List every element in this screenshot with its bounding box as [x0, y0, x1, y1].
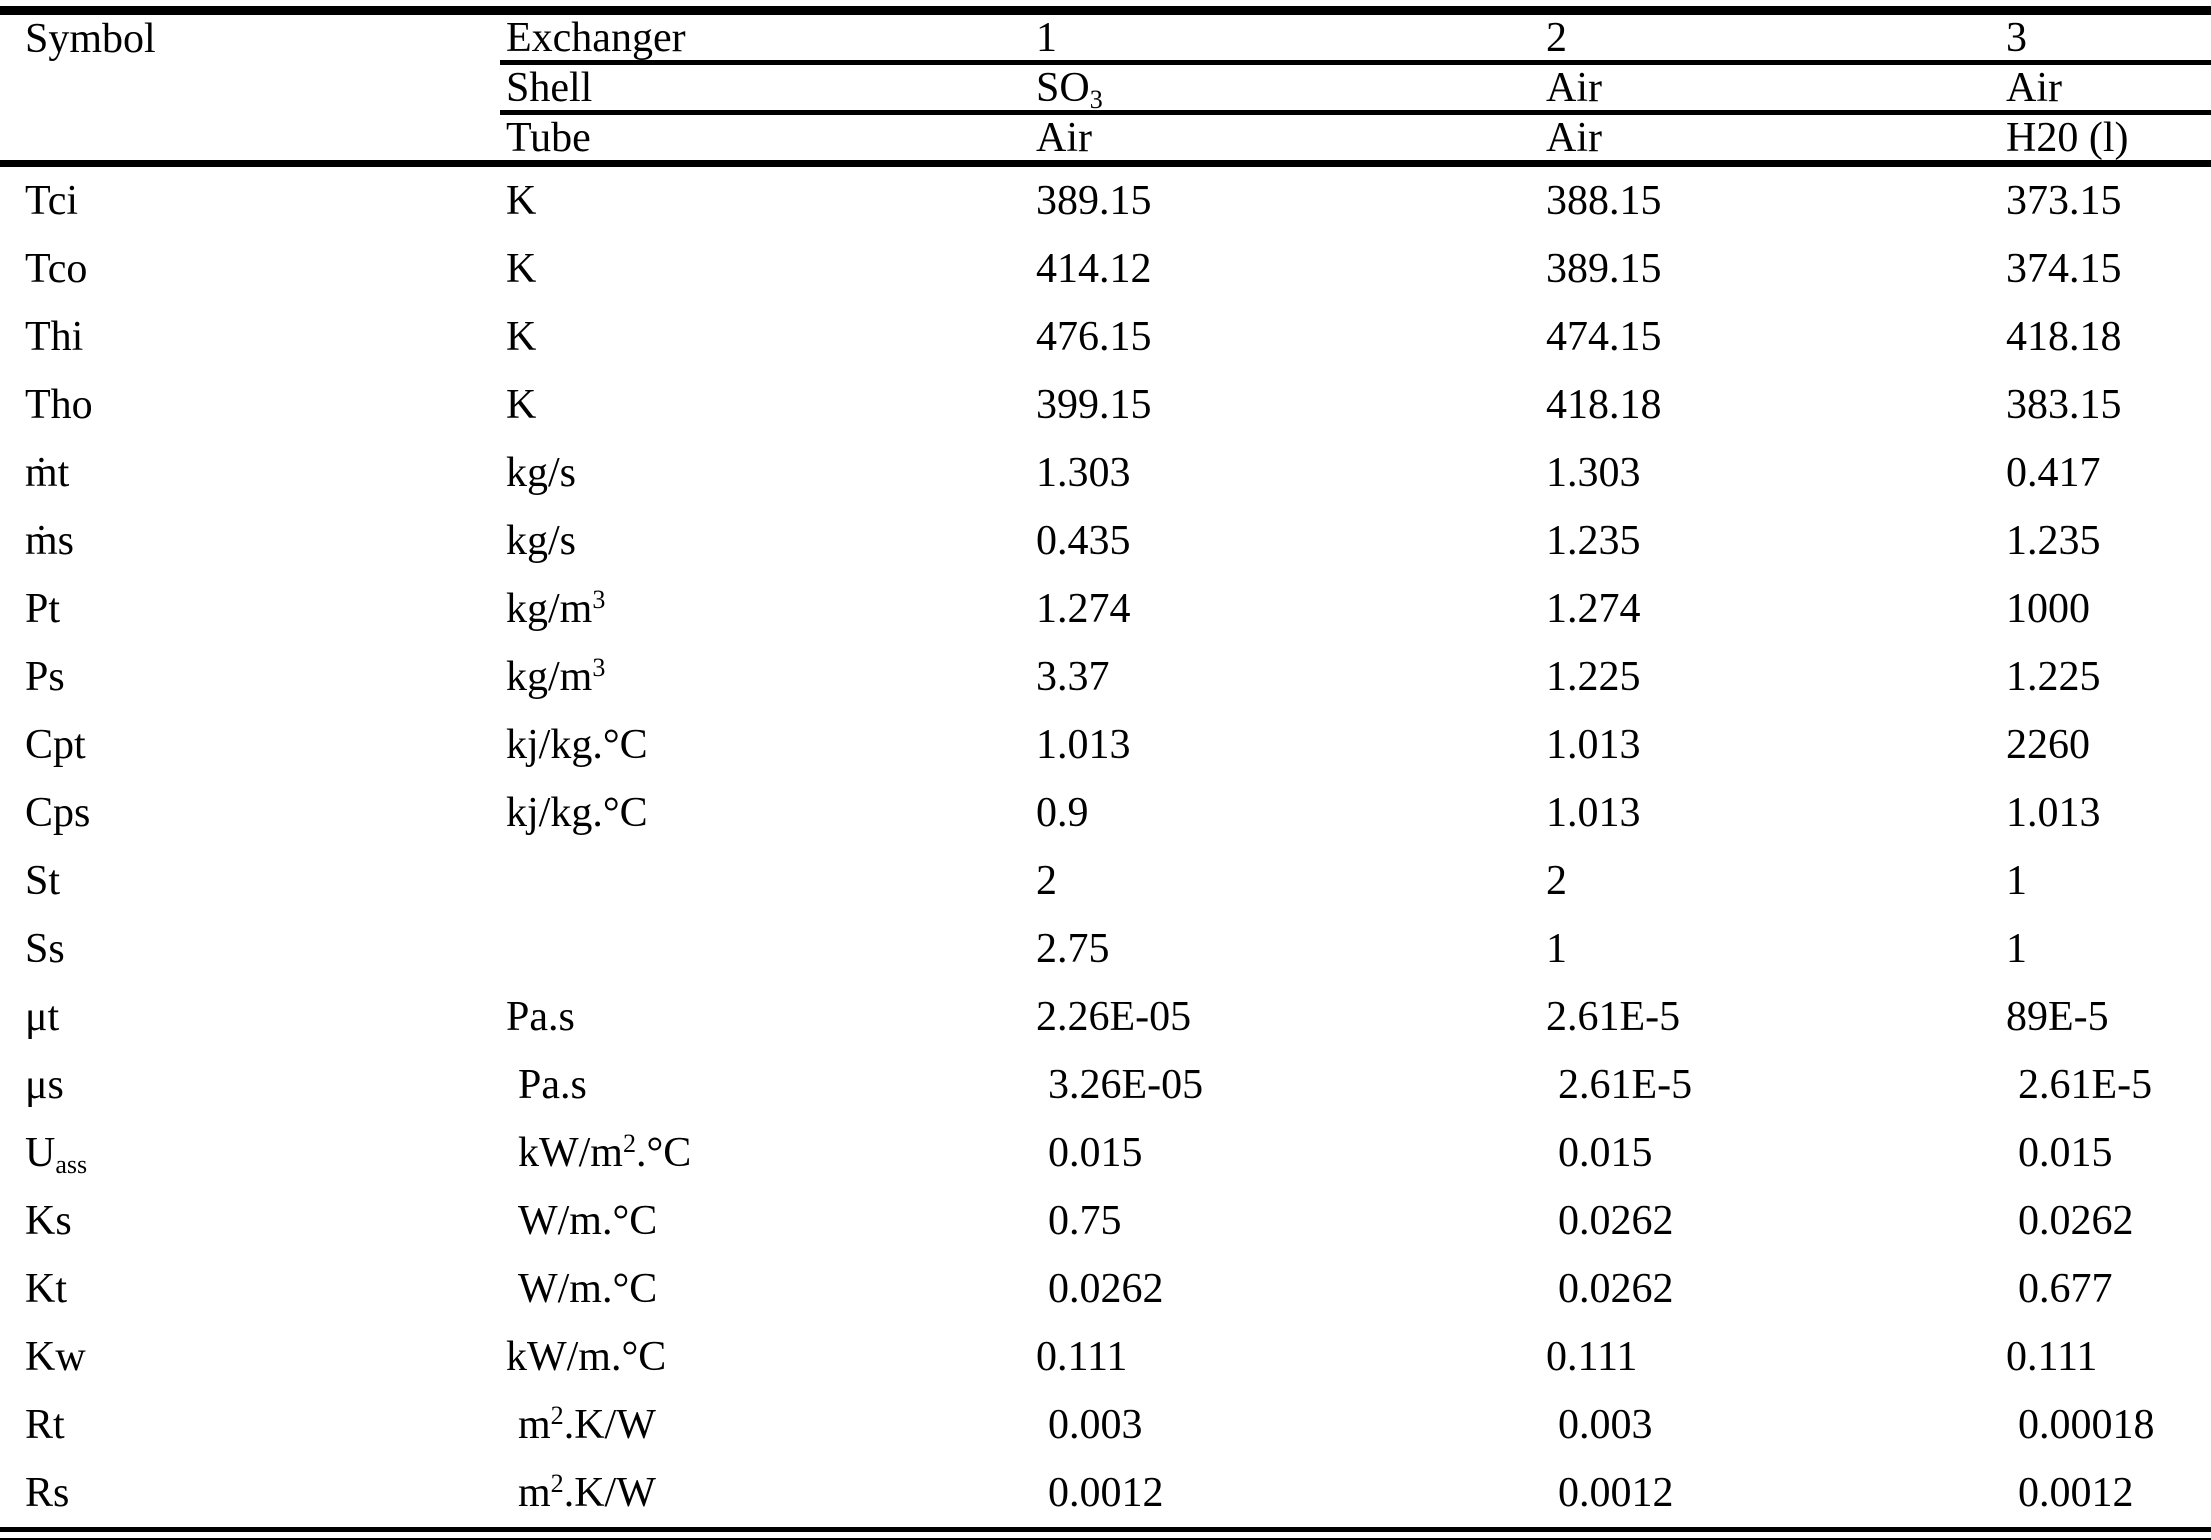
symbol-cell: ṁt — [25, 450, 70, 496]
symbol-cell: μs — [25, 1062, 64, 1108]
unit-cell: kj/kg.°C — [506, 722, 648, 768]
value-cell-exchanger-2: 0.0262 — [1558, 1266, 1674, 1312]
table-row — [0, 575, 2211, 643]
symbol-cell: Kt — [25, 1266, 67, 1312]
value-cell-exchanger-2: 0.0012 — [1558, 1470, 1674, 1516]
value-cell-exchanger-1: 399.15 — [1036, 382, 1152, 428]
symbol-cell: Tco — [25, 246, 88, 292]
value-cell-exchanger-2: 2.61E-5 — [1546, 994, 1681, 1040]
unit-cell: W/m.°C — [518, 1198, 658, 1244]
value-cell-exchanger-3: 373.15 — [2006, 178, 2122, 224]
value-cell-exchanger-2: 0.111 — [1546, 1334, 1638, 1380]
unit-cell: $m^2.K/W$ — [518, 1468, 656, 1516]
exchanger-1-header: 1 — [1030, 11, 1540, 63]
value-cell-exchanger-1: 414.12 — [1036, 246, 1152, 292]
value-cell-exchanger-1: 0.003 — [1048, 1402, 1143, 1448]
tube-fluid-2: Air — [1540, 113, 2000, 164]
unit-cell: kg/s — [506, 518, 577, 564]
unit-cell: $kg/m^3$ — [506, 584, 606, 632]
tube-fluid-3: H20 (l) — [2000, 113, 2211, 164]
value-cell-exchanger-2: 418.18 — [1546, 382, 1662, 428]
unit-cell: K — [506, 246, 537, 292]
value-cell-exchanger-1: 1.013 — [1036, 722, 1131, 768]
value-cell-exchanger-3: 0.677 — [2018, 1266, 2113, 1312]
value-cell-exchanger-1: 3.37 — [1036, 654, 1110, 700]
header-row-shell — [0, 63, 2211, 113]
symbol-cell: $U_{ass}$ — [25, 1130, 88, 1180]
symbol-cell: Cps — [25, 790, 91, 836]
value-cell-exchanger-2: 0.0262 — [1558, 1198, 1674, 1244]
unit-cell: $kg/m^3$ — [506, 652, 606, 700]
value-cell-exchanger-1: 0.0012 — [1048, 1470, 1164, 1516]
symbol-cell: Ss — [25, 926, 65, 972]
value-cell-exchanger-3: 0.111 — [2006, 1334, 2098, 1380]
value-cell-exchanger-1: 0.9 — [1036, 790, 1089, 836]
shell-fluid-2: Air — [1540, 63, 2000, 113]
value-cell-exchanger-3: 89E-5 — [2006, 994, 2109, 1040]
value-cell-exchanger-2: 389.15 — [1546, 246, 1662, 292]
table-row — [0, 371, 2211, 439]
empty-cell — [0, 113, 500, 164]
symbol-cell: Ks — [25, 1198, 72, 1244]
table-row — [0, 1119, 2211, 1187]
unit-cell: K — [506, 314, 537, 360]
value-cell-exchanger-1: 3.26E-05 — [1048, 1062, 1204, 1108]
value-cell-exchanger-1: 2.26E-05 — [1036, 994, 1192, 1040]
symbol-cell: Tho — [25, 382, 93, 428]
symbol-column-header: Symbol — [25, 15, 156, 62]
shell-fluid-1: $SO_3$ — [1030, 63, 1540, 113]
symbol-cell: St — [25, 858, 61, 904]
value-cell-exchanger-1: 1.274 — [1036, 586, 1131, 632]
unit-cell: $kW/m^2.^\circ C$ — [518, 1128, 692, 1176]
symbol-cell: Thi — [25, 314, 84, 360]
unit-cell: Pa.s — [518, 1062, 587, 1108]
table-row — [0, 847, 2211, 915]
value-cell-exchanger-2: 1.013 — [1546, 722, 1641, 768]
value-cell-exchanger-3: 0.00018 — [2018, 1402, 2155, 1448]
tube-fluid-1: Air — [1030, 113, 1540, 164]
unit-cell: W/m.°C — [518, 1266, 658, 1312]
value-cell-exchanger-1: 0.015 — [1048, 1130, 1143, 1176]
value-cell-exchanger-1: 0.111 — [1036, 1334, 1128, 1380]
unit-cell — [500, 915, 1030, 983]
value-cell-exchanger-3: 2.61E-5 — [2018, 1062, 2153, 1108]
header-row-exchanger — [0, 11, 2211, 63]
table-row — [0, 1255, 2211, 1323]
symbol-cell: Kw — [25, 1334, 86, 1380]
symbol-cell: Ps — [25, 654, 65, 700]
unit-cell: K — [506, 178, 537, 224]
symbol-cell: ṁs — [25, 518, 75, 564]
table-row — [0, 235, 2211, 303]
value-cell-exchanger-1: 2 — [1036, 858, 1057, 904]
value-cell-exchanger-1: 0.0262 — [1048, 1266, 1164, 1312]
table-header — [0, 11, 2211, 164]
value-cell-exchanger-3: 383.15 — [2006, 382, 2122, 428]
unit-cell: kj/kg.°C — [506, 790, 648, 836]
value-cell-exchanger-2: 2.61E-5 — [1558, 1062, 1693, 1108]
table-row — [0, 439, 2211, 507]
symbol-cell: Pt — [25, 586, 61, 632]
table-row — [0, 1187, 2211, 1255]
value-cell-exchanger-3: 0.417 — [2006, 450, 2101, 496]
value-cell-exchanger-2: 1.235 — [1546, 518, 1641, 564]
value-cell-exchanger-2: 0.015 — [1558, 1130, 1653, 1176]
value-cell-exchanger-3: 1.013 — [2006, 790, 2101, 836]
value-cell-exchanger-3: 1000 — [2006, 586, 2090, 632]
value-cell-exchanger-1: 1.303 — [1036, 450, 1131, 496]
exchanger-3-header: 3 — [2000, 11, 2211, 63]
value-cell-exchanger-3: 0.015 — [2018, 1130, 2113, 1176]
header-row-tube — [0, 113, 2211, 164]
table-row — [0, 643, 2211, 711]
symbol-cell: Rs — [25, 1470, 70, 1516]
unit-cell: K — [506, 382, 537, 428]
value-cell-exchanger-2: 1.274 — [1546, 586, 1641, 632]
value-cell-exchanger-1: 0.435 — [1036, 518, 1131, 564]
exchanger-parameters-table — [0, 6, 2211, 1540]
unit-cell — [500, 847, 1030, 915]
shell-label: Shell — [500, 63, 1030, 113]
value-cell-exchanger-3: 0.0262 — [2018, 1198, 2134, 1244]
value-cell-exchanger-2: 474.15 — [1546, 314, 1662, 360]
unit-cell: kg/s — [506, 450, 577, 496]
shell-fluid-3: Air — [2000, 63, 2211, 113]
value-cell-exchanger-2: 1.013 — [1546, 790, 1641, 836]
value-cell-exchanger-2: 0.003 — [1558, 1402, 1653, 1448]
value-cell-exchanger-1: 0.75 — [1048, 1198, 1122, 1244]
value-cell-exchanger-2: 388.15 — [1546, 178, 1662, 224]
unit-cell: Pa.s — [506, 994, 575, 1040]
table-row — [0, 779, 2211, 847]
exchanger-2-header: 2 — [1540, 11, 2000, 63]
value-cell-exchanger-3: 1.225 — [2006, 654, 2101, 700]
symbol-cell: Cpt — [25, 722, 86, 768]
value-cell-exchanger-2: 2 — [1546, 858, 1567, 904]
value-cell-exchanger-2: 1 — [1546, 926, 1567, 972]
value-cell-exchanger-3: 0.0012 — [2018, 1470, 2134, 1516]
table-row — [0, 1323, 2211, 1391]
table-row — [0, 983, 2211, 1051]
value-cell-exchanger-3: 2260 — [2006, 722, 2090, 768]
unit-cell: kW/m.°C — [506, 1334, 667, 1380]
table-row — [0, 164, 2211, 236]
empty-cell — [0, 63, 500, 113]
table-row — [0, 711, 2211, 779]
value-cell-exchanger-3: 374.15 — [2006, 246, 2122, 292]
symbol-cell: μt — [25, 994, 60, 1040]
value-cell-exchanger-3: 1 — [2006, 926, 2027, 972]
tube-label: Tube — [500, 113, 1030, 164]
unit-cell: $m^2.K/W$ — [518, 1400, 656, 1448]
value-cell-exchanger-2: 1.225 — [1546, 654, 1641, 700]
table-row — [0, 1459, 2211, 1535]
table-row — [0, 303, 2211, 371]
table-body — [0, 164, 2211, 1536]
exchanger-label: Exchanger — [500, 11, 1030, 63]
table-row — [0, 915, 2211, 983]
value-cell-exchanger-1: 476.15 — [1036, 314, 1152, 360]
value-cell-exchanger-3: 1.235 — [2006, 518, 2101, 564]
value-cell-exchanger-3: 418.18 — [2006, 314, 2122, 360]
symbol-cell: Tci — [25, 178, 79, 224]
table-row — [0, 1051, 2211, 1119]
value-cell-exchanger-2: 1.303 — [1546, 450, 1641, 496]
table-row — [0, 507, 2211, 575]
value-cell-exchanger-1: 389.15 — [1036, 178, 1152, 224]
value-cell-exchanger-3: 1 — [2006, 858, 2027, 904]
table-row — [0, 1391, 2211, 1459]
value-cell-exchanger-1: 2.75 — [1036, 926, 1110, 972]
symbol-cell: Rt — [25, 1402, 65, 1448]
